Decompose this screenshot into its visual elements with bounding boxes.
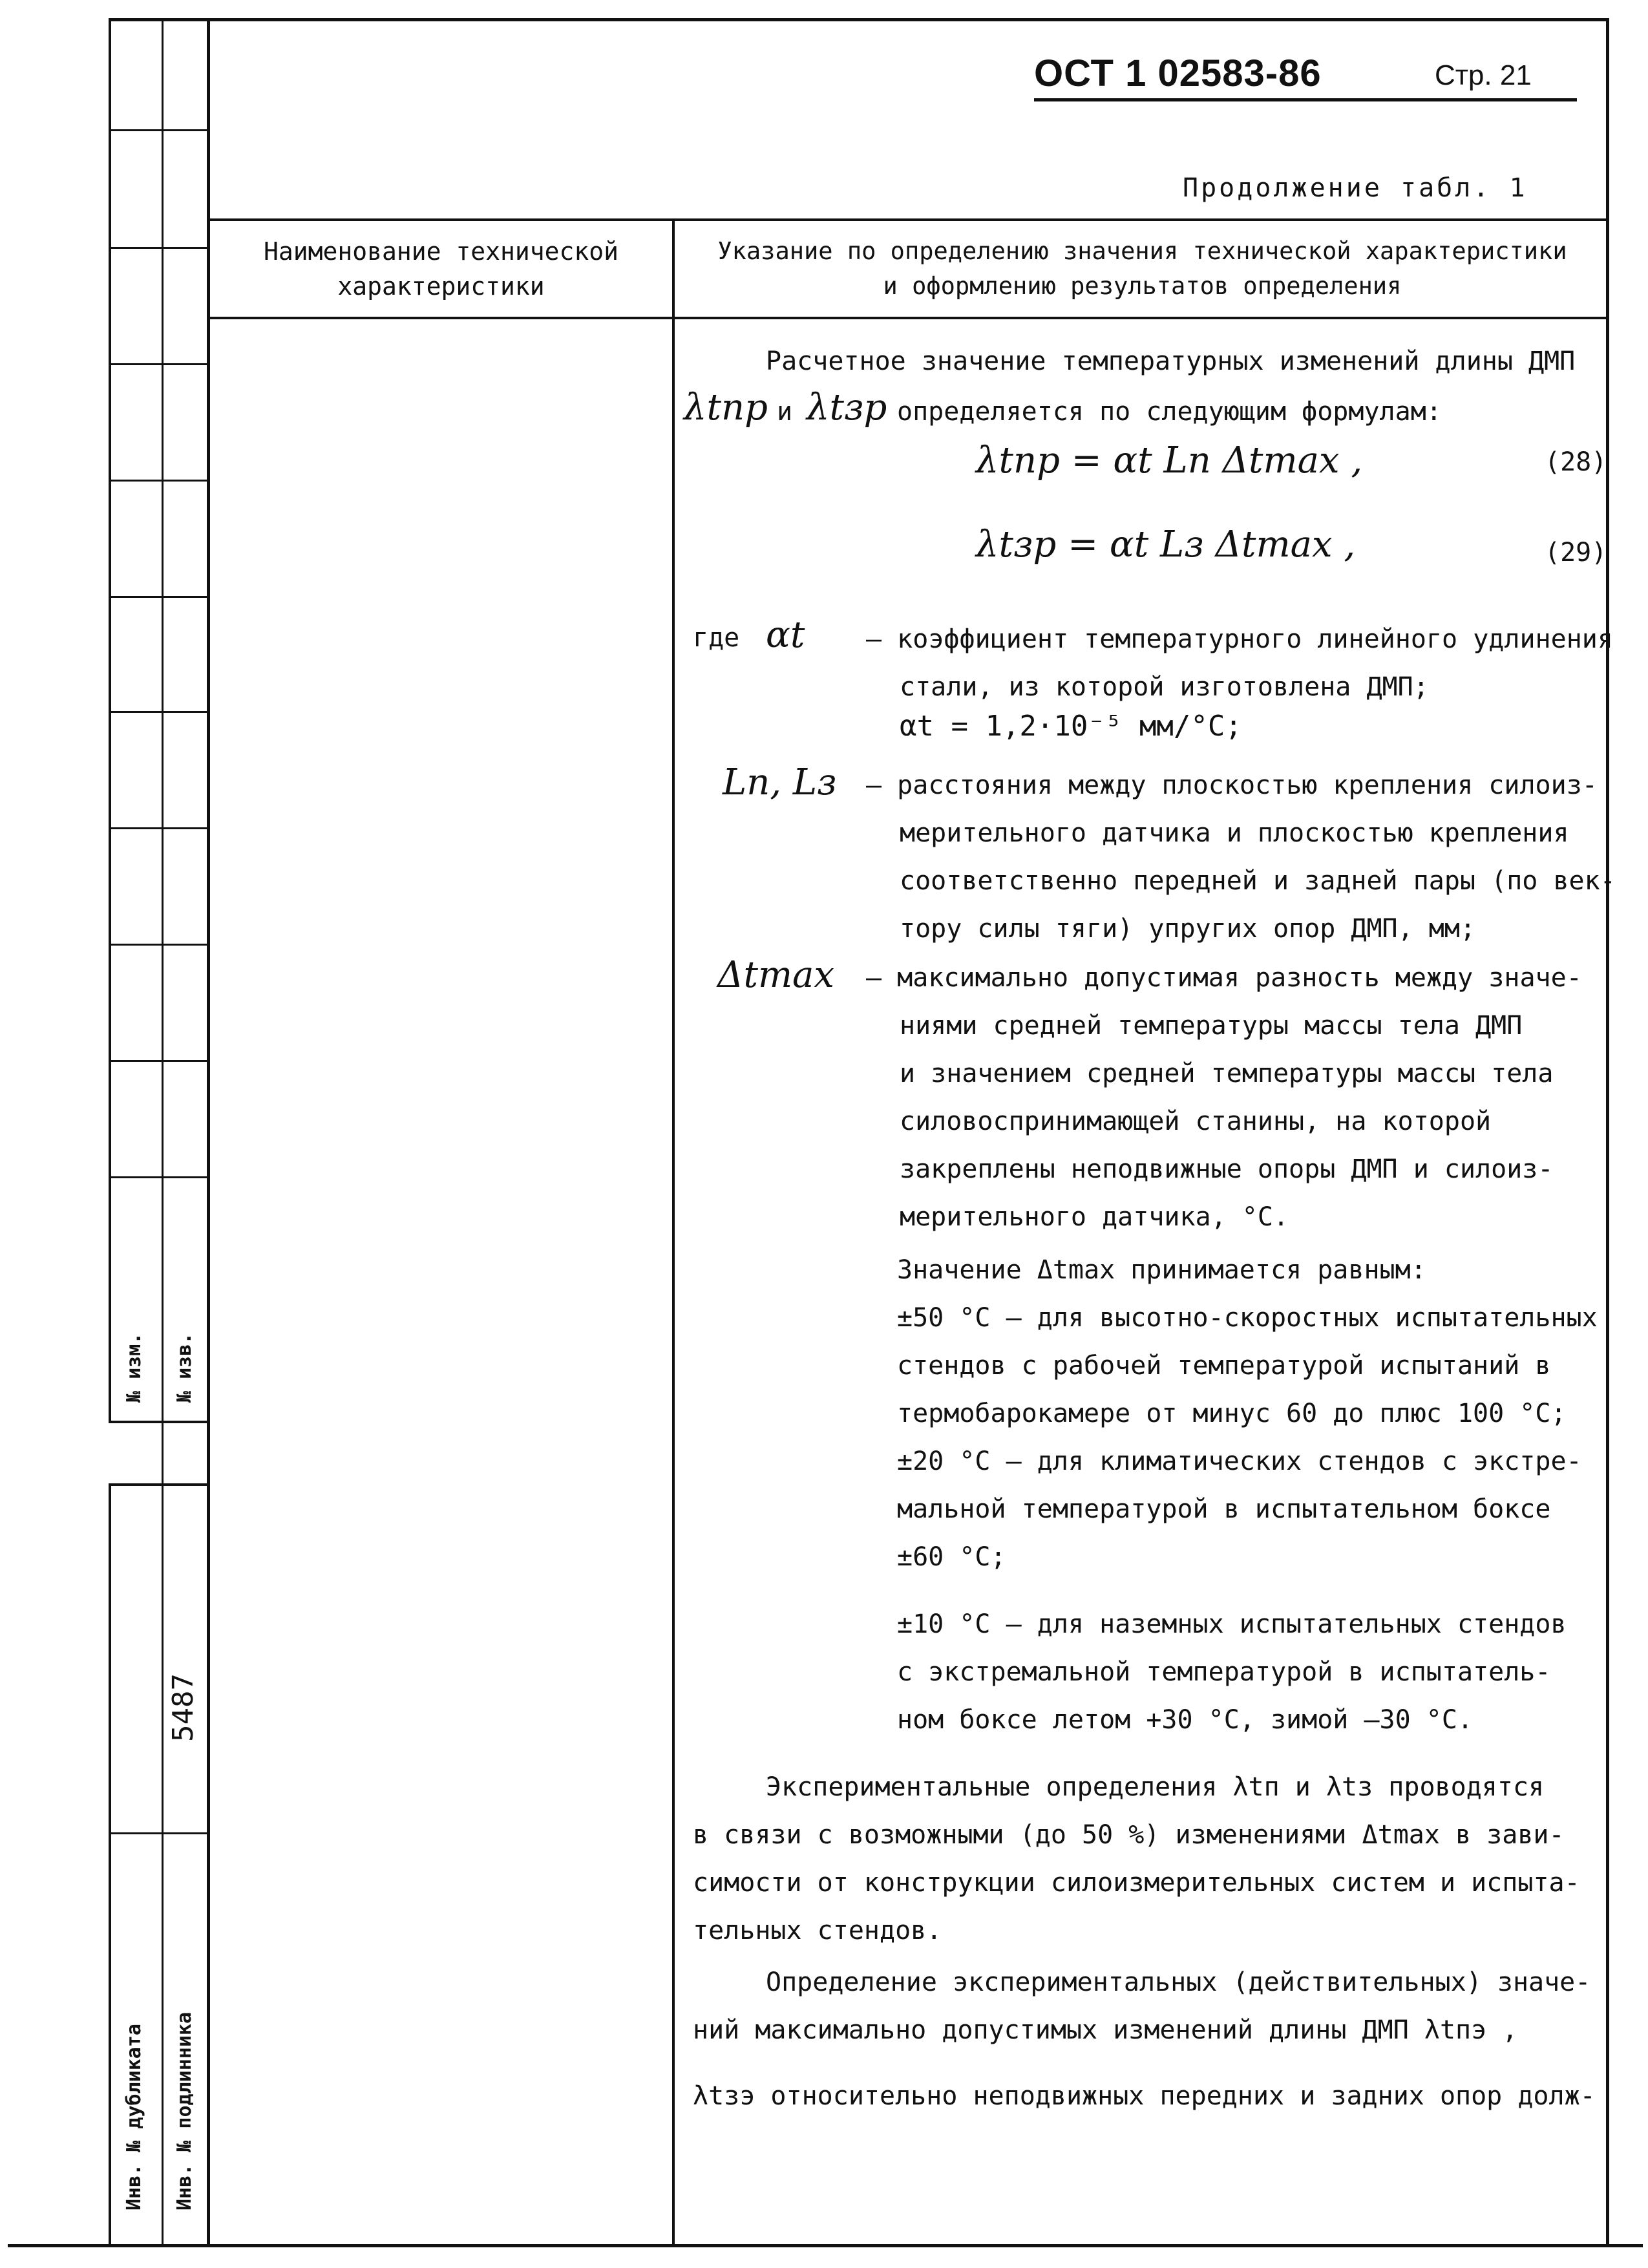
exp-line4: тельных стендов. [693,1916,942,1945]
column-header-right-line2: и оформлению результатов определения [883,272,1402,300]
formula-28: λtпр = αt Lп Δtmax , [976,440,1363,482]
def-dt-line6: мерительного датчика, °С. [900,1202,1289,1232]
def-dt-line5: закреплены неподвижные опоры ДМП и силоиз- [900,1154,1554,1184]
para1-line1: Расчетное значение температурных изменений длины ДМП [766,346,1576,376]
column-header-left [213,234,669,304]
margin-cell-line [109,480,209,482]
margin-cell-line [109,711,209,713]
def-L-symbol: Lп, Lз [723,761,837,803]
header-rule-top [207,218,1608,221]
def-dt-line1: – максимально допустимая разность между значе- [866,963,1582,993]
inventory-number: 5487 [167,1673,200,1742]
margin-cell-line [109,827,209,829]
symbol-lambda-tpr: λtпр [684,387,768,429]
margin-cell-line [109,1060,209,1062]
value-line1: ±50 °С – для высотно-скоростных испытательных [897,1303,1598,1333]
exp-line1: Экспериментальные определения λtп и λtз проводятся [766,1772,1545,1802]
margin-cell-line [109,596,209,598]
margin-dubl-label: Инв. № дубликата [123,2024,145,2210]
symbol-lambda-tzr: λtзр [807,387,887,429]
def-alpha-line2: стали, из которой изготовлена ДМП; [900,672,1429,702]
header-rule-bottom [207,317,1608,319]
margin-cell-line [109,129,209,131]
value-line5: мальной температурой в испытательном боксе [897,1494,1551,1524]
exp-line2: в связи с возможными (до 50 %) изменениями Δtmax в зави- [693,1820,1565,1850]
value-line7: ±10 °С – для наземных испытательных стендов [897,1609,1567,1639]
def-alpha-line1: – коэффициент температурного линейного удлинения [866,624,1613,654]
main-left-edge [207,18,210,2245]
value-intro: Значение Δtmax принимается равным: [897,1255,1426,1285]
frame-bottom [8,2244,1643,2247]
margin-izv-label: № изв. [173,1332,196,1403]
margin-left-edge [109,18,111,1421]
formula-29: λtзр = αt Lз Δtmax , [976,524,1356,566]
margin-izm-label: № изм. [123,1332,145,1403]
value-line4: ±20 °С – для климатических стендов с экстре- [897,1447,1582,1476]
margin-col-divider [162,18,164,2245]
column-header-right [679,234,1606,304]
def-exp-line1: Определение экспериментальных (действительных) значе- [766,1967,1591,1997]
table-continuation: Продолжение табл. 1 [1183,173,1528,203]
para1-and: и [777,397,793,427]
margin-cell-line [109,1176,209,1178]
value-line3: термобарокамере от минус 60 до плюс 100 °С; [897,1399,1567,1428]
value-line9: ном боксе летом +30 °С, зимой –30 °С. [897,1705,1474,1735]
margin-cell-line [109,944,209,946]
exp-line3: симости от конструкции силоизмерительных систем и испыта- [693,1868,1580,1898]
def-dt-line3: и значением средней температуры массы тела [900,1059,1554,1088]
standard-number: ОСТ 1 02583-86 [1034,52,1322,94]
def-L-line2: мерительного датчика и плоскостью крепления [900,818,1569,848]
value-line6: ±60 °С; [897,1542,1006,1572]
column-header-left-line2: характеристики [337,272,545,301]
frame-right [1606,18,1609,2245]
def-dt-line4: силовоспринимающей станины, на которой [900,1107,1492,1136]
def-dt-symbol: Δtmax [717,954,835,996]
def-dt-line2: ниями средней температуры массы тела ДМП [900,1011,1523,1041]
def-alpha-symbol: αt [766,614,805,656]
margin-cell-line [109,1483,209,1486]
margin-left-edge-lower [109,1483,111,2246]
frame-top [111,18,1609,21]
column-divider [672,218,675,2245]
where-label: где [693,623,740,653]
margin-cell-line [109,1832,209,1834]
margin-cell-line [109,363,209,365]
value-line2: стендов с рабочей температурой испытаний в [897,1351,1551,1381]
def-alpha-value: αt = 1,2·10⁻⁵ мм/°С; [900,710,1242,743]
para1-line2: определяется по следующим формулам: [897,397,1442,427]
def-L-line4: тору силы тяги) упругих опор ДМП, мм; [900,914,1476,944]
value-line8: с экстремальной температурой в испытатель- [897,1657,1551,1687]
def-L-line1: – расстояния между плоскостью крепления силоиз- [866,770,1598,800]
margin-cell-line [109,247,209,249]
formula-28-number: (28) [1545,447,1607,477]
margin-podl-label: Инв. № подлинника [173,2011,196,2210]
def-L-line3: соответственно передней и задней пары (по век- [900,866,1616,896]
column-header-right-line1: Указание по определению значения технической характеристики [717,237,1567,265]
def-exp-line3: λtзэ относительно неподвижных передних и задних опор долж- [693,2081,1596,2111]
std-underline [1034,98,1577,101]
margin-cell-line [109,1421,209,1423]
formula-29-number: (29) [1545,538,1607,567]
column-header-left-line1: Наименование технической [263,237,619,266]
def-exp-line2: ний максимально допустимых изменений длины ДМП λtпэ , [693,2015,1518,2045]
page-number: Стр. 21 [1435,59,1532,91]
